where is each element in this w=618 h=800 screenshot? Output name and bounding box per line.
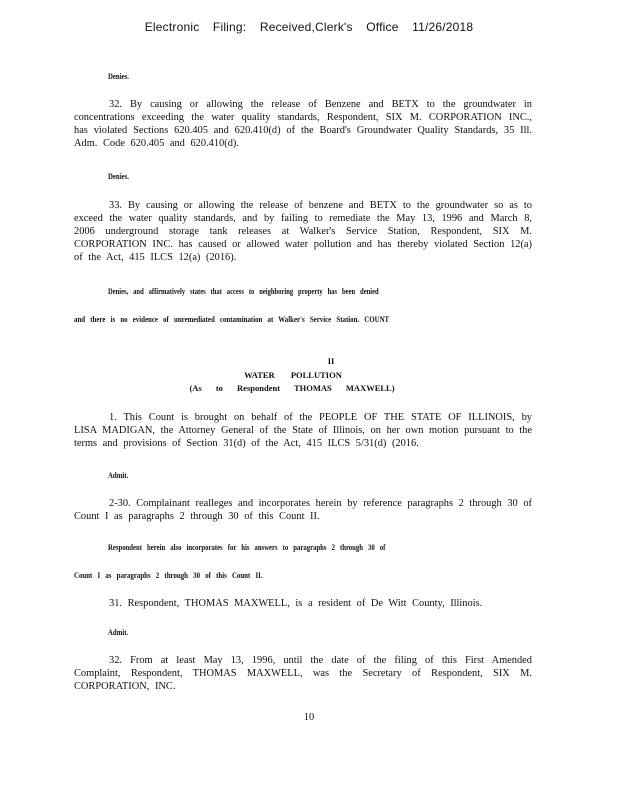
paragraph-31 xyxy=(74,597,532,610)
response-incorporates-cont: Count I as paragraphs 2 through 30 of this Count II. xyxy=(74,571,263,580)
count-subtitle: (As to Respondent THOMAS MAXWELL) xyxy=(189,383,395,393)
count-title: WATER POLLUTION xyxy=(244,370,342,380)
paragraph-1 xyxy=(74,411,532,450)
paragraph-2-30 xyxy=(74,497,532,523)
paragraph-text: 32. From at least May 13, 1996, until the date of the filing of this First Amended Complaint, Respondent, THOMAS MAXWELL, was the Secretary of Respondent, SIX M. CORPORATION, INC. xyxy=(74,655,532,692)
response-denies-affirmative: Denies, and affirmatively states that access to neighboring property has been denied xyxy=(108,287,379,296)
response-denies: Denies. xyxy=(108,72,129,81)
response-incorporates: Respondent herein also incorporates for his answers to paragraphs 2 through 30 of xyxy=(108,543,386,552)
count-number: II xyxy=(327,356,335,366)
response-denies: Denies. xyxy=(108,172,129,181)
paragraph-text: 1. This Count is brought on behalf of the PEOPLE OF THE STATE OF ILLINOIS, by LISA MADIGAN, the Attorney General of the State of Illinois, on her own motion pursuant to the terms and provisions of Section 31(d) of the Act, 415 ILCS 5/31(d) (2016. xyxy=(74,412,532,449)
response-admit: Admit. xyxy=(108,628,129,637)
paragraph-text: 32. By causing or allowing the release of Benzene and BETX to the groundwater in concentrations exceeding the water quality standards, Respondent, SIX M. CORPORATION INC., has violated Sections 620.405 and 620.410(d) of the Board's Groundwater Quality Standards, 35 Ill. Adm. Code 620.405 and 620.410(d). xyxy=(74,99,532,149)
page-number: 10 xyxy=(303,712,315,723)
paragraph-text: 31. Respondent, THOMAS MAXWELL, is a resident of De Witt County, Illinois. xyxy=(109,598,483,609)
response-admit: Admit. xyxy=(108,471,129,480)
paragraph-text: 2-30. Complainant realleges and incorporates herein by reference paragraphs 2 through 30 of Count I as paragraphs 2 through 30 of this Count II. xyxy=(74,498,532,522)
paragraph-text: 33. By causing or allowing the release of benzene and BETX to the groundwater so as to exceed the water quality standards, and by failing to remediate the May 13, 1996 and March 8, 2006 underground storage tank releases at Walker's Service Station, Respondent, SIX M. CORPORATION INC. has caused or allowed water pollution and has thereby violated Section 12(a) of the Act, 415 ILCS 12(a) (2016). xyxy=(74,200,532,263)
paragraph-33 xyxy=(74,199,532,264)
paragraph-32-count-2 xyxy=(74,654,532,693)
paragraph-32-count-1 xyxy=(74,98,532,150)
response-denies-affirmative-cont: and there is no evidence of unremediated contamination at Walker's Service Station. COUNT xyxy=(74,315,390,324)
filing-header: Electronic Filing: Received,Clerk's Office 11/26/2018 xyxy=(144,20,474,34)
